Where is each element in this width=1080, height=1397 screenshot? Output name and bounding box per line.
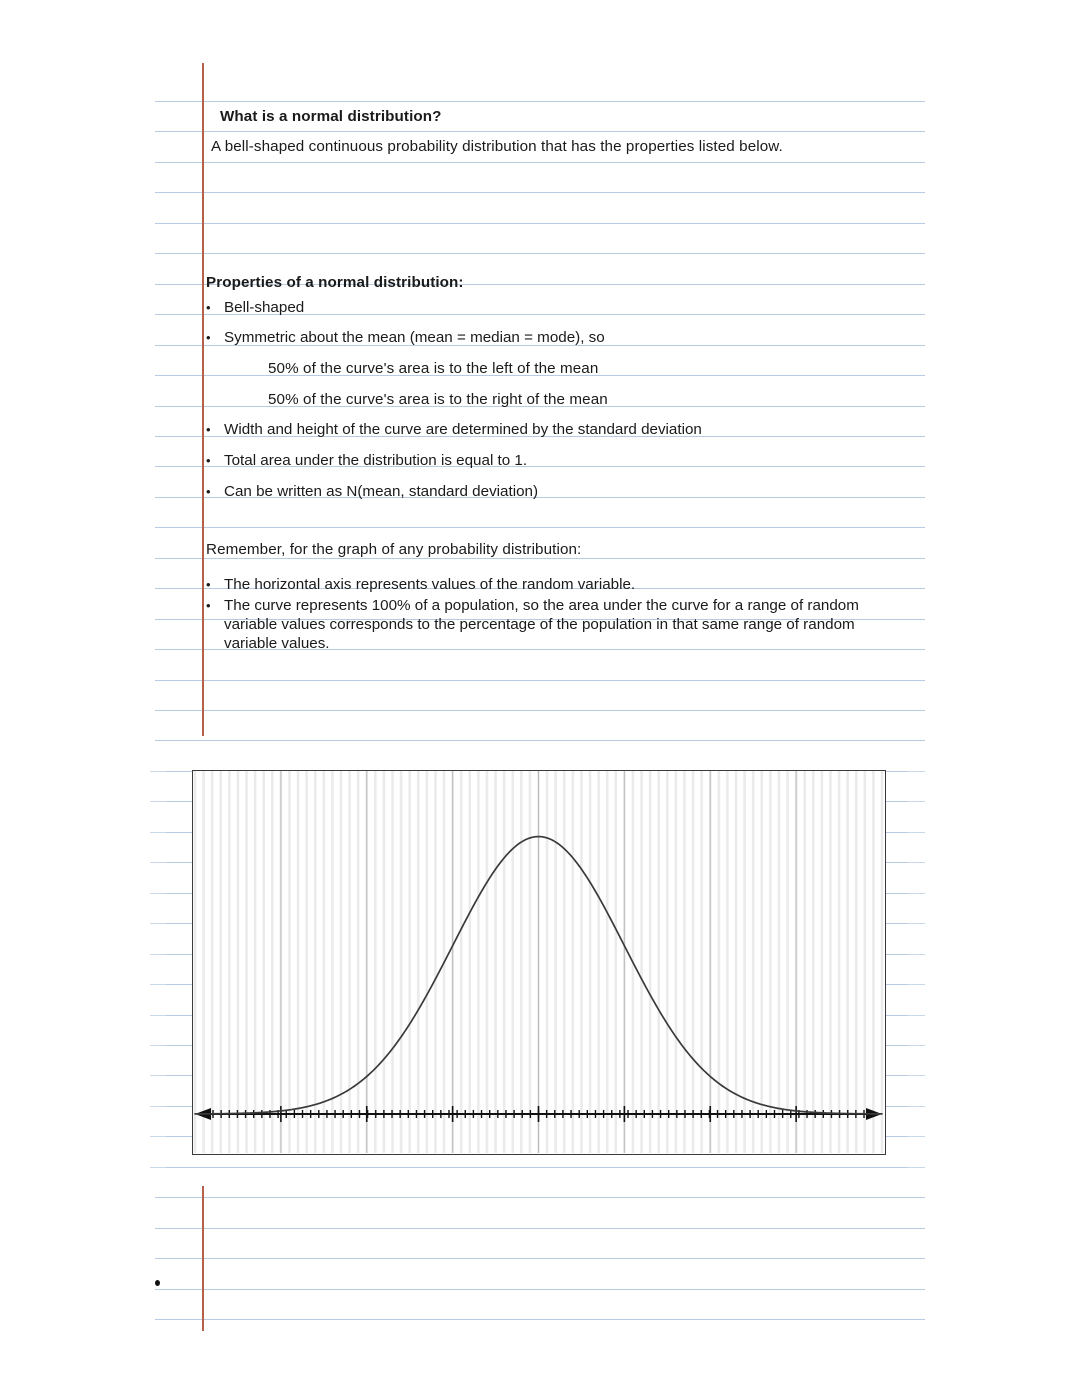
- rule-line-stub: [908, 1106, 925, 1107]
- rule-line-stub: [150, 1045, 166, 1046]
- rule-line: [155, 1228, 925, 1229]
- bullet-icon: •: [206, 484, 211, 499]
- rule-line: [155, 1167, 925, 1168]
- list-item: [206, 575, 906, 594]
- list-item: [206, 328, 906, 347]
- list-item-label: Total area under the distribution is equal to 1.: [224, 452, 528, 469]
- list-item-label: The horizontal axis represents values of the random variable.: [224, 576, 636, 593]
- bullet-icon: •: [206, 577, 211, 592]
- rule-line-stub: [908, 893, 925, 894]
- rule-line-stub: [908, 832, 925, 833]
- definition-text: A bell-shaped continuous probability distribution that has the properties listed below.: [211, 138, 783, 155]
- x-axis-ticks: [213, 1106, 864, 1122]
- rule-line: [155, 710, 925, 711]
- rule-line-stub: [908, 862, 925, 863]
- rule-line-stub: [150, 954, 166, 955]
- page-title: What is a normal distribution?: [220, 108, 442, 125]
- rule-line-stub: [150, 984, 166, 985]
- rule-line-stub: [908, 801, 925, 802]
- rule-line: [155, 162, 925, 163]
- bullet-icon: •: [206, 598, 211, 613]
- rule-line: [155, 223, 925, 224]
- sub-point-left-of-mean: 50% of the curve's area is to the left of the mean: [268, 360, 599, 377]
- rule-line-stub: [150, 1075, 166, 1076]
- rule-line-stub: [908, 771, 925, 772]
- rule-line-stub: [908, 954, 925, 955]
- margin-line: [202, 1186, 204, 1331]
- properties-heading: Properties of a normal distribution:: [206, 274, 464, 291]
- sub-point-right-of-mean: 50% of the curve's area is to the right of the mean: [268, 391, 608, 408]
- normal-distribution-chart: [192, 770, 886, 1155]
- rule-line-stub: [150, 1167, 166, 1168]
- rule-line-stub: [908, 1075, 925, 1076]
- rule-line: [155, 1197, 925, 1198]
- rule-line: [155, 101, 925, 102]
- rule-line-stub: [908, 984, 925, 985]
- list-item: [206, 482, 906, 501]
- bullet-icon: •: [206, 453, 211, 468]
- list-item: [206, 451, 906, 470]
- list-item-label: Symmetric about the mean (mean = median = mode), so: [224, 329, 605, 346]
- rule-line: [155, 131, 925, 132]
- ink-dot: [155, 1280, 160, 1286]
- rule-line-stub: [150, 1136, 166, 1137]
- rule-line: [155, 527, 925, 528]
- rule-line: [155, 192, 925, 193]
- rule-line: [155, 680, 925, 681]
- rule-line-stub: [150, 893, 166, 894]
- list-item-label: Can be written as N(mean, standard deviation): [224, 483, 539, 500]
- rule-line-stub: [150, 771, 166, 772]
- list-item-label: The curve represents 100% of a population, so the area under the curve for a range of random variable values corresponds to the percentage of the population in that same range of random variable values.: [224, 597, 864, 652]
- rule-line-stub: [908, 923, 925, 924]
- rule-line-stub: [150, 862, 166, 863]
- list-item: [206, 420, 906, 439]
- rule-line-stub: [908, 1167, 925, 1168]
- rule-line-stub: [908, 1045, 925, 1046]
- rule-line-stub: [150, 923, 166, 924]
- bell-curve-svg: [193, 771, 884, 1153]
- rule-line-stub: [150, 801, 166, 802]
- list-item: [206, 596, 906, 653]
- bullet-icon: •: [206, 330, 211, 345]
- rule-line-stub: [150, 1106, 166, 1107]
- rule-line-stub: [150, 832, 166, 833]
- rule-line: [155, 1258, 925, 1259]
- rule-line-stub: [908, 1015, 925, 1016]
- rule-line-stub: [150, 1015, 166, 1016]
- rule-line: [155, 1289, 925, 1290]
- list-item-label: Bell-shaped: [224, 299, 305, 316]
- bullet-icon: •: [206, 300, 211, 315]
- remember-heading: Remember, for the graph of any probability distribution:: [206, 541, 582, 558]
- rule-line-stub: [908, 1136, 925, 1137]
- list-item-label: Width and height of the curve are determined by the standard deviation: [224, 421, 702, 438]
- margin-line: [202, 63, 204, 736]
- rule-line: [155, 1319, 925, 1320]
- rule-line: [155, 740, 925, 741]
- list-item: [206, 298, 906, 317]
- rule-line: [155, 253, 925, 254]
- bullet-icon: •: [206, 422, 211, 437]
